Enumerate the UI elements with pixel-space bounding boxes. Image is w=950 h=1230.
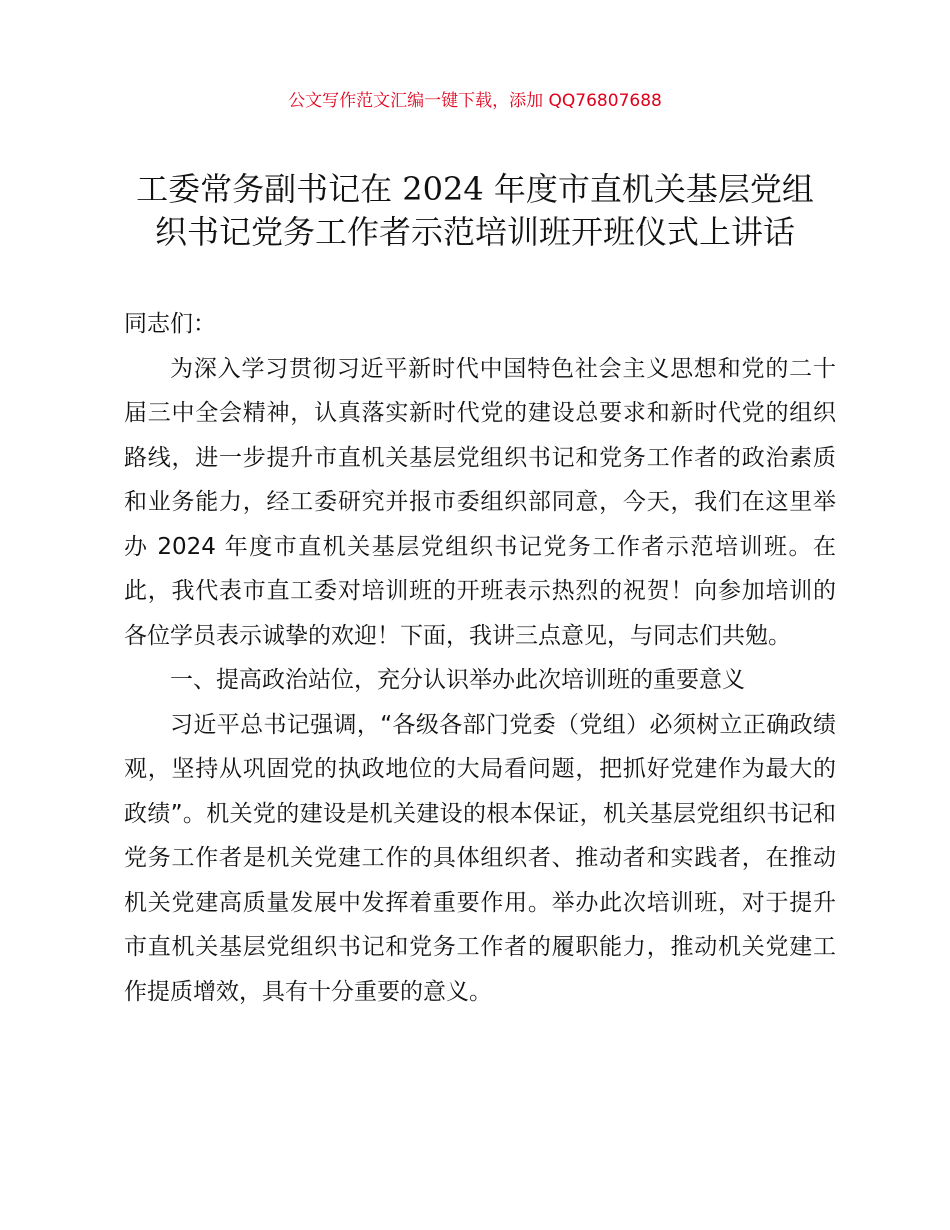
- title-line-2: 织书记党务工作者示范培训班开班仪式上讲话: [154, 213, 795, 251]
- download-banner: 公文写作范文汇编一键下载，添加 QQ76807688: [288, 91, 662, 111]
- section-heading-1: 一、提高政治站位，充分认识举办此次培训班的重要意义: [170, 667, 745, 693]
- greeting: 同志们：: [124, 311, 216, 337]
- document-title: [115, 168, 835, 254]
- document-body: [124, 302, 836, 1014]
- title-line-1: 工委常务副书记在 2024 年度市直机关基层党组: [136, 170, 814, 208]
- paragraph-section-1: 习近平总书记强调，“各级各部门党委（党组）必须树立正确政绩观，坚持从巩固党的执政地位的大局看问题，把抓好党建作为最大的政绩”。机关党的建设是机关建设的根本保证，机关基层党组织书记和党务工作者是机关党建工作的具体组织者、推动者和实践者，在推动机关党建高质量发展中发挥着重要作用。举办此次培训班，对于提升市直机关基层党组织书记和党务工作者的履职能力，推动机关党建工作提质增效，具有十分重要的意义。: [124, 711, 836, 1005]
- paragraph-intro: 为深入学习贯彻习近平新时代中国特色社会主义思想和党的二十届三中全会精神，认真落实新时代党的建设总要求和新时代党的组织路线，进一步提升市直机关基层党组织书记和党务工作者的政治素质和业务能力，经工委研究并报市委组织部同意，今天，我们在这里举办 2024 年度市直机关基层党组织书记党务工作者示范培训班。在此，我代表市直工委对培训班的开班表示热烈的祝贺！向参加培训的各位学员表示诚挚的欢迎！下面，我讲三点意见，与同志们共勉。: [124, 355, 836, 649]
